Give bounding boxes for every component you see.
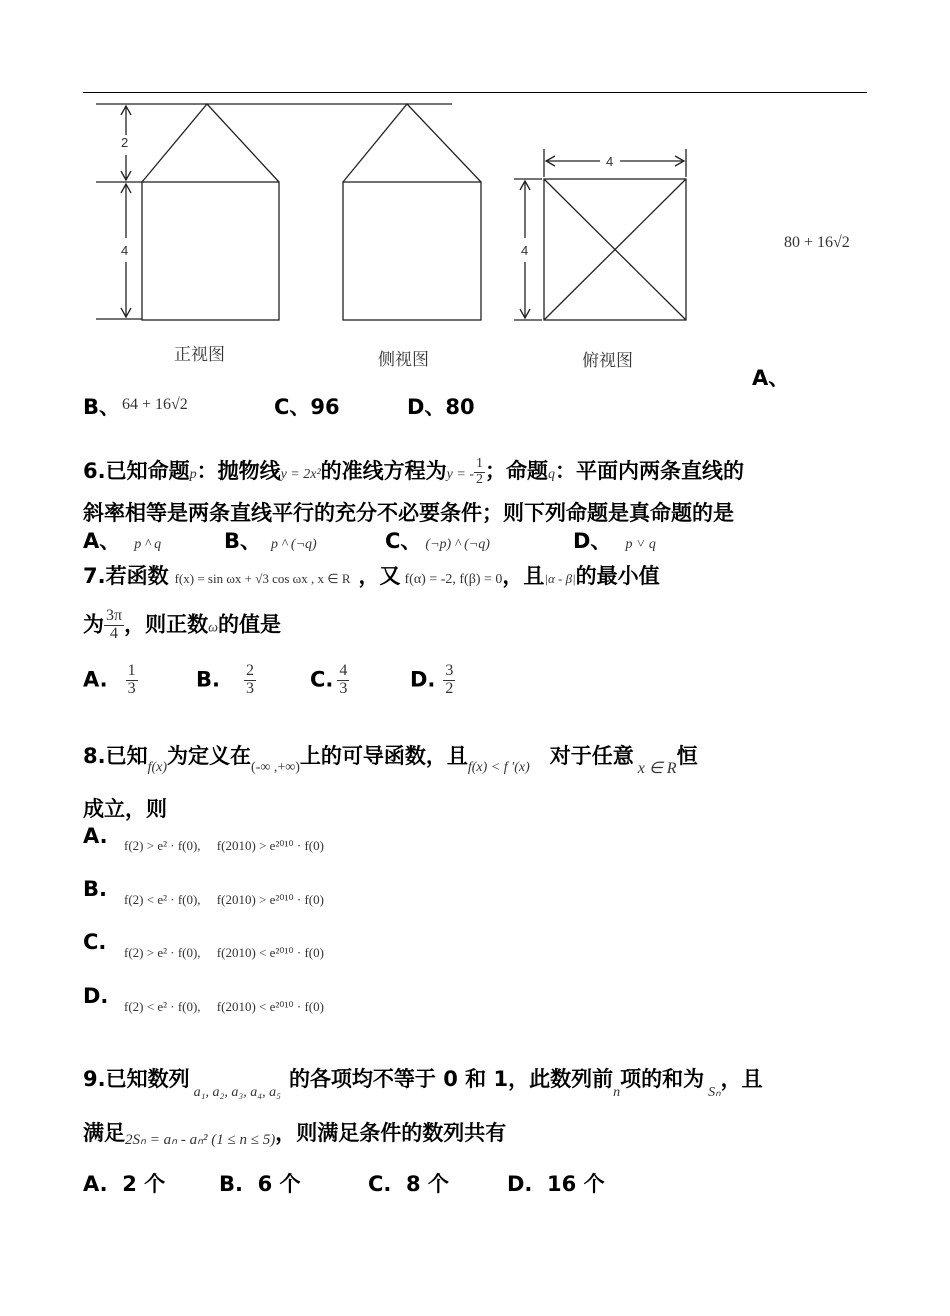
- q7-option-c-frac: [337, 663, 349, 698]
- q8-option-b-expr: f(2) < e² · f(0), f(2010) > e²⁰¹⁰ · f(0): [124, 892, 324, 907]
- q8-option-d-expr: f(2) < e² · f(0), f(2010) < e²⁰¹⁰ · f(0): [124, 999, 324, 1014]
- q6-parabola-eq: y = 2x²: [280, 467, 321, 482]
- q9-text-6: ，则满足条件的数列共有: [275, 1121, 507, 1145]
- q9-line-1: [83, 1063, 763, 1101]
- q5-option-a-value: 80 + 16√2: [784, 234, 850, 251]
- q7-text-5: 为: [83, 612, 104, 637]
- q7-number: 7.: [83, 564, 106, 588]
- q7-option-d-frac: [443, 663, 455, 698]
- q6-option-b-label: B、: [224, 529, 262, 553]
- q7-text-4: 的最小值: [575, 564, 660, 588]
- q6-option-c-label: C、: [385, 529, 422, 553]
- dim-label-2: 2: [121, 135, 129, 150]
- label-top-view: 俯视图: [582, 351, 633, 371]
- q6-half-num: 1: [476, 455, 483, 471]
- q7-text-3: ，且: [502, 564, 545, 588]
- q5-option-c: C、96: [274, 395, 340, 419]
- q8-option-d-label: D.: [83, 984, 109, 1008]
- q7-text-6: ，则正数: [124, 612, 209, 637]
- q6-line-1: [83, 455, 744, 487]
- q7-fraction-num: 3π: [106, 607, 123, 624]
- dim-label-4-front: 4: [121, 243, 129, 258]
- q9-line-2: [83, 1117, 506, 1149]
- q7-abs: |α - β|: [544, 571, 576, 586]
- q9-text-3: 项的和为: [620, 1067, 705, 1091]
- q6-p: p: [189, 467, 197, 482]
- q8-interval: (-∞ ,+∞): [251, 760, 300, 775]
- q7-option-b-label: B.: [196, 667, 220, 692]
- q7-option-d-label: D.: [410, 667, 436, 692]
- q7-option-a-num: 1: [127, 662, 136, 679]
- q7-option-c-num: 4: [339, 662, 348, 679]
- top-rule: [83, 92, 867, 93]
- q6-text-5: ：平面内两条直线的: [555, 459, 744, 483]
- q8-text-4: 对于任意: [549, 744, 634, 768]
- q8-fx: f(x): [147, 760, 168, 775]
- q7-condition: f(α) = -2, f(β) = 0: [404, 572, 503, 587]
- q9-text-5: 满足: [83, 1121, 125, 1145]
- q8-x-in-r: x ∈ R: [637, 760, 677, 777]
- q9-sn: Sₙ: [708, 1085, 721, 1100]
- q7-option-c-label: C.: [310, 667, 334, 692]
- front-view-square: [142, 182, 279, 320]
- q7-fraction: [104, 608, 124, 643]
- q7-option-a: [83, 663, 138, 698]
- q8-number: 8.: [83, 744, 106, 768]
- q7-option-a-frac: [126, 663, 138, 698]
- q7-option-a-label: A.: [83, 667, 108, 692]
- q7-option-b-den: 3: [245, 679, 254, 697]
- q6-options: [83, 525, 161, 555]
- q6-number: 6.: [83, 459, 106, 483]
- q9-option-b: B. 6 个: [219, 1172, 301, 1196]
- q6-option-d-label: D、: [573, 529, 612, 553]
- q9-sequence: a₁, a₂, a₃, a₄, a₅: [193, 1085, 281, 1100]
- q6-option-d: p ˅ q: [625, 537, 656, 552]
- q8-text-2: 为定义在: [167, 744, 252, 768]
- q6-half-fraction: [474, 457, 485, 487]
- q7-text-1: 若函数: [105, 564, 169, 588]
- q7-option-a-den: 3: [127, 679, 136, 697]
- side-view-square: [343, 182, 481, 320]
- q7-option-d-den: 2: [445, 679, 454, 697]
- label-front-view: 正视图: [174, 345, 225, 365]
- q9-number: 9.: [83, 1067, 106, 1091]
- q7-fraction-den: 4: [110, 624, 119, 642]
- label-side-view: 侧视图: [378, 350, 429, 370]
- q8-inequality: f(x) < f ′(x): [467, 760, 530, 775]
- q7-function: f(x) = sin ωx + √3 cos ωx , x ∈ R: [174, 571, 351, 586]
- q7-option-b: [196, 663, 256, 698]
- q6-option-b-wrap: [224, 525, 317, 555]
- q7-option-c-den: 3: [339, 679, 348, 697]
- dim-label-4-top-width: 4: [606, 154, 614, 169]
- q6-option-c: (¬p) ^ (¬q): [425, 537, 490, 552]
- q9-equation: 2Sₙ = aₙ - aₙ² (1 ≤ n ≤ 5): [125, 1132, 276, 1148]
- q7-text-2: ，又: [358, 564, 401, 588]
- q6-line-2: 斜率相等是两条直线平行的充分不必要条件；则下列命题是真命题的是: [83, 501, 734, 525]
- q7-line-1: [83, 560, 660, 590]
- q7-option-d-num: 3: [445, 662, 454, 679]
- q8-option-c-label: C.: [83, 930, 107, 954]
- q7-option-d: [410, 663, 455, 698]
- q6-text-1: 已知命题: [105, 459, 190, 483]
- q6-option-b: p ^ (¬q): [271, 537, 317, 552]
- q9-option-a: A. 2 个: [83, 1172, 166, 1196]
- q6-text-2: ：抛物线: [196, 459, 281, 483]
- q6-option-a-label: A、: [83, 529, 121, 553]
- q7-option-b-frac: [244, 663, 256, 698]
- dim-label-4-top-height: 4: [521, 243, 529, 258]
- q7-option-c: [310, 663, 349, 698]
- q8-option-c-expr: f(2) > e² · f(0), f(2010) < e²⁰¹⁰ · f(0): [124, 945, 324, 960]
- q9-text-2: 的各项均不等于 0 和 1，此数列前: [288, 1067, 614, 1091]
- q7-text-7: 的值是: [217, 612, 281, 637]
- q6-text-4: ；命题: [485, 459, 548, 483]
- q5-option-b-label: B、: [83, 395, 121, 419]
- q6-text-3: 的准线方程为: [320, 459, 447, 483]
- q6-option-a: p ^ q: [134, 537, 162, 552]
- q9-option-d: D. 16 个: [507, 1172, 605, 1196]
- q8-text-3: 上的可导函数，且: [299, 744, 468, 768]
- q8-text-5: 恒: [676, 744, 698, 768]
- q5-option-a-label: A、: [752, 366, 790, 390]
- q6-option-c-wrap: [385, 525, 490, 555]
- q7-omega: ω: [208, 620, 218, 636]
- q8-text-1: 已知: [105, 744, 148, 768]
- q8-line-1: [83, 740, 698, 778]
- side-view-triangle: [343, 104, 481, 182]
- q7-line-2: [83, 608, 281, 643]
- q5-option-d: D、80: [407, 395, 475, 419]
- q8-option-a-label: A.: [83, 824, 108, 848]
- q6-directrix-eq: y = -: [446, 467, 474, 482]
- q8-line-2: 成立，则: [83, 797, 167, 821]
- q5-option-b-value: 64 + 16√2: [122, 396, 188, 413]
- q6-half-den: 2: [476, 471, 483, 487]
- q9-text-4: ，且: [720, 1067, 763, 1091]
- q8-option-b-label: B.: [83, 877, 107, 901]
- q9-option-c: C. 8 个: [368, 1172, 449, 1196]
- q6-option-d-wrap: [573, 525, 656, 555]
- q8-option-a-expr: f(2) > e² · f(0), f(2010) > e²⁰¹⁰ · f(0): [124, 838, 324, 853]
- q9-n: n: [613, 1085, 621, 1100]
- q7-option-b-num: 2: [245, 662, 254, 679]
- q6-q: q: [548, 467, 555, 482]
- front-view-triangle: [142, 104, 279, 182]
- q9-text-1: 已知数列: [105, 1067, 190, 1091]
